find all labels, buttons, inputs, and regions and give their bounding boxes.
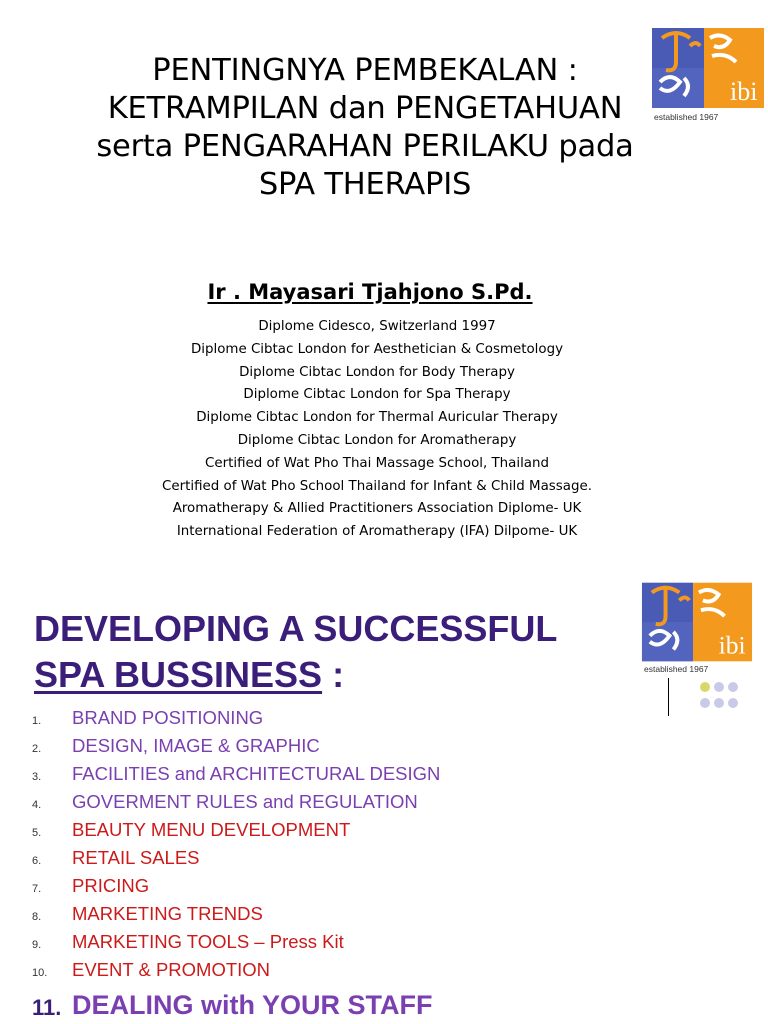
title-line: serta PENGARAHAN PERILAKU pada xyxy=(96,129,634,164)
item-number: 1. xyxy=(32,715,42,727)
item-text: MARKETING TOOLS – Press Kit xyxy=(72,931,344,952)
credential: Diplome Cibtac London for Aromatherapy xyxy=(237,432,517,448)
logo-established: established 1967 xyxy=(644,664,709,674)
item-text: DEALING with YOUR STAFF xyxy=(72,990,433,1020)
dot xyxy=(700,682,710,692)
item-text: FACILITIES and ARCHITECTURAL DESIGN xyxy=(72,763,441,784)
list-item xyxy=(30,846,730,874)
heading-suffix: : xyxy=(322,654,345,695)
slide-title xyxy=(40,52,690,204)
topic-list xyxy=(30,706,730,1024)
item-text: PRICING xyxy=(72,875,150,896)
credential: Diplome Cidesco, Switzerland 1997 xyxy=(258,319,496,334)
slide-heading xyxy=(34,606,557,698)
heading-underlined: SPA BUSSINESS xyxy=(34,654,323,695)
item-number: 8. xyxy=(32,911,42,923)
item-number: 5. xyxy=(32,827,42,839)
svg-text:ibi: ibi xyxy=(718,630,746,660)
item-text: GOVERMENT RULES and REGULATION xyxy=(72,791,418,812)
item-number: 11. xyxy=(32,995,62,1020)
title-line: PENTINGNYA PEMBEKALAN : xyxy=(152,53,578,88)
item-number: 4. xyxy=(32,799,42,811)
item-number: 9. xyxy=(32,939,42,951)
list-item xyxy=(30,734,730,762)
item-text: RETAIL SALES xyxy=(72,847,200,868)
list-item xyxy=(30,958,730,986)
logo-established: established 1967 xyxy=(654,112,719,122)
heading-line-2 xyxy=(34,652,557,698)
list-item xyxy=(30,874,730,902)
list-item xyxy=(30,762,730,790)
slide-2 xyxy=(0,560,768,1024)
ibi-logo xyxy=(640,580,754,672)
author-text: Ir . Mayasari Tjahjono S.Pd. xyxy=(207,280,533,304)
credentials-list xyxy=(0,316,754,544)
item-number: 7. xyxy=(32,883,42,895)
list-item xyxy=(30,818,730,846)
list-item xyxy=(30,790,730,818)
dot xyxy=(714,682,724,692)
credential: Diplome Cibtac London for Body Therapy xyxy=(239,364,515,380)
item-number: 2. xyxy=(32,743,42,755)
credential: Aromatherapy & Allied Practitioners Association Diplome- UK xyxy=(172,501,582,517)
credential: Certified of Wat Pho Thai Massage School, Thailand xyxy=(205,455,549,471)
ibi-logo-mark xyxy=(640,580,754,664)
item-number: 3. xyxy=(32,771,42,783)
credential: International Federation of Aromatherapy (IFA) Dilpome- UK xyxy=(176,524,578,540)
ibi-logo xyxy=(650,26,766,120)
item-text: MARKETING TRENDS xyxy=(72,903,263,924)
list-item xyxy=(30,902,730,930)
credential: Diplome Cibtac London for Thermal Auricular Therapy xyxy=(196,410,558,426)
ibi-logo-mark xyxy=(650,26,766,110)
author-name xyxy=(0,280,740,304)
item-number: 6. xyxy=(32,855,42,867)
item-text: BRAND POSITIONING xyxy=(72,707,264,728)
credential: Diplome Cibtac London for Spa Therapy xyxy=(243,387,511,403)
item-text: BEAUTY MENU DEVELOPMENT xyxy=(72,819,351,840)
list-item xyxy=(30,706,730,734)
item-number: 10. xyxy=(32,967,48,979)
list-item xyxy=(30,930,730,958)
heading-line-1: DEVELOPING A SUCCESSFUL xyxy=(34,608,558,649)
title-line: SPA THERAPIS xyxy=(258,167,472,202)
credential: Diplome Cibtac London for Aesthetician & Cosmetology xyxy=(190,341,564,357)
credential: Certified of Wat Pho School Thailand for Infant & Child Massage. xyxy=(162,478,592,494)
svg-text:ibi: ibi xyxy=(730,77,758,106)
list-item xyxy=(30,990,730,1024)
title-line: KETRAMPILAN dan PENGETAHUAN xyxy=(107,91,623,126)
dot xyxy=(728,682,738,692)
item-text: DESIGN, IMAGE & GRAPHIC xyxy=(72,735,320,756)
item-text: EVENT & PROMOTION xyxy=(72,959,271,980)
